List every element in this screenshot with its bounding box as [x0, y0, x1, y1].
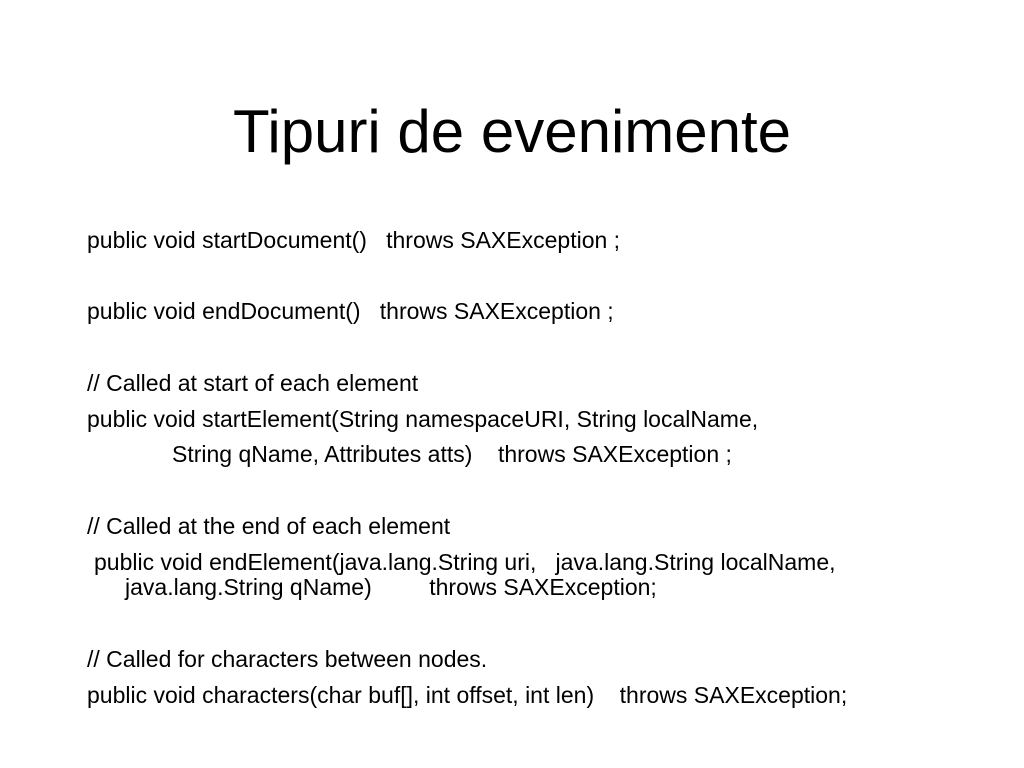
code-line-end-element-continued: java.lang.String qName) throws SAXException; [125, 574, 657, 600]
slide-title: Tipuri de evenimente [232, 98, 792, 165]
code-line-end-element: public void endElement(java.lang.String uri, java.lang.String localName, [94, 549, 836, 575]
code-line-start-element-continued: String qName, Attributes atts) throws SAXException ; [172, 441, 732, 467]
code-line-start-document: public void startDocument() throws SAXException ; [87, 227, 621, 253]
code-line-start-element: public void startElement(String namespaceURI, String localName, [87, 406, 759, 432]
comment-start-element: // Called at start of each element [87, 370, 419, 396]
comment-end-element: // Called at the end of each element [87, 513, 451, 539]
comment-characters: // Called for characters between nodes. [87, 646, 488, 672]
code-line-end-document: public void endDocument() throws SAXException ; [87, 298, 614, 324]
code-line-characters: public void characters(char buf[], int offset, int len) throws SAXException; [87, 682, 848, 708]
